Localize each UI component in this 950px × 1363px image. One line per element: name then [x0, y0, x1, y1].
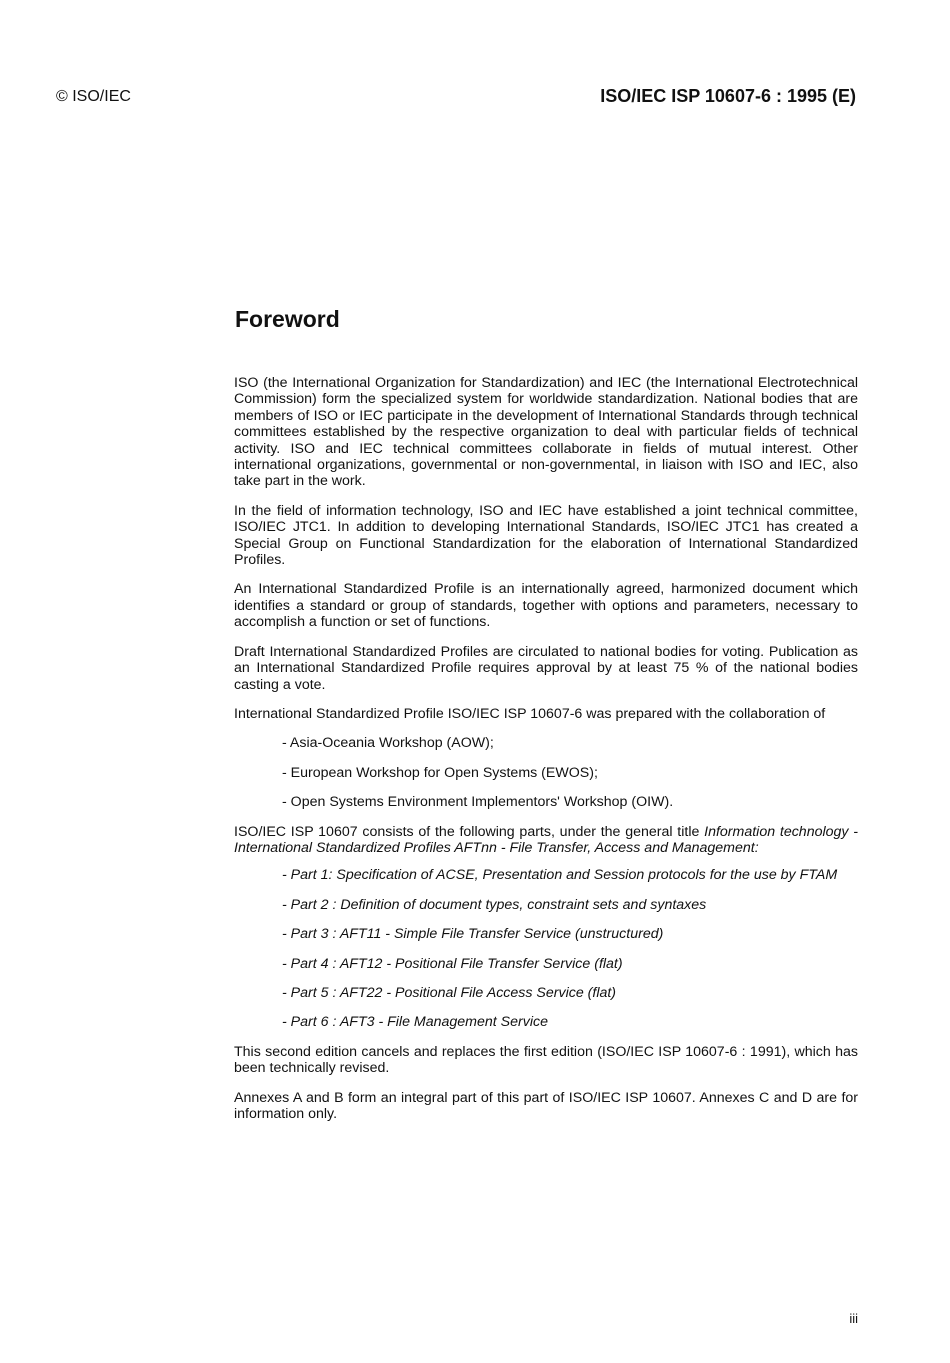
paragraph-isp-definition: An International Standardized Profile is an internationally agreed, harmonized document which identifies a standard or group of standards, together with options and parameters, necessary to accomplish a function or set of functions. — [234, 581, 858, 631]
paragraph-parts-intro — [234, 824, 858, 857]
page-title: Foreword — [235, 306, 340, 332]
parts-list — [234, 867, 858, 1030]
paragraph-collaboration: International Standardized Profile ISO/IEC ISP 10607-6 was prepared with the collaboration of — [234, 705, 826, 722]
paragraph-organizations: ISO (the International Organization for Standardization) and IEC (the International Electrotechnical Commission) form the specialized system for worldwide standardization. National bodies that are members of ISO or IEC participate in the development of International Standards through technical committees established by the respective organization to deal with particular fields of technical activity. ISO and IEC technical committees collaborate in fields of mutual interest. Other international organizations, governmental or non-governmental, in liaison with ISO and IEC, also take part in the work. — [234, 375, 858, 490]
workshop-list — [234, 735, 858, 810]
list-item: - Part 4 : AFT12 - Positional File Transfer Service (flat) — [282, 955, 623, 972]
list-item: - European Workshop for Open Systems (EWOS); — [282, 764, 598, 781]
page-number: iii — [849, 1311, 858, 1326]
list-item: - Part 5 : AFT22 - Positional File Access Service (flat) — [282, 984, 617, 1001]
paragraph-annexes: Annexes A and B form an integral part of this part of ISO/IEC ISP 10607. Annexes C and D are for information only. — [234, 1089, 858, 1122]
list-item: - Part 3 : AFT11 - Simple File Transfer Service (unstructured) — [282, 926, 664, 943]
list-item: - Open Systems Environment Implementors' Workshop (OIW). — [282, 794, 674, 811]
paragraph-voting: Draft International Standardized Profiles are circulated to national bodies for voting. Publication as an International Standardized Profile requires approval by at least 75 % of the national bodies casting a vote. — [234, 643, 858, 693]
foreword-body — [234, 375, 858, 1135]
list-item: - Part 6 : AFT3 - File Management Service — [282, 1014, 548, 1031]
list-item: - Asia-Oceania Workshop (AOW); — [282, 735, 494, 752]
paragraph-jtc1: In the field of information technology, ISO and IEC have established a joint technical committee, ISO/IEC JTC1. In addition to developing International Standards, ISO/IEC JTC1 has created a Special Group on Functional Standardization for the elaboration of International Standardized Profiles. — [234, 502, 858, 569]
paragraph-edition: This second edition cancels and replaces the first edition (ISO/IEC ISP 10607-6 : 1991), which has been technically revised. — [234, 1043, 858, 1077]
parts-intro-text: ISO/IEC ISP 10607 consists of the following parts, under the general title — [234, 823, 705, 840]
list-item: - Part 2 : Definition of document types, constraint sets and syntaxes — [282, 896, 707, 913]
document-identifier: ISO/IEC ISP 10607-6 : 1995 (E) — [600, 86, 856, 106]
general-title: Information technology - International Standardized Profiles AFTnn - File Transfer, Access and Management: — [234, 823, 858, 856]
copyright-notice: © ISO/IEC — [56, 88, 131, 105]
list-item: - Part 1: Specification of ACSE, Presentation and Session protocols for the use by FTAM — [282, 867, 838, 884]
